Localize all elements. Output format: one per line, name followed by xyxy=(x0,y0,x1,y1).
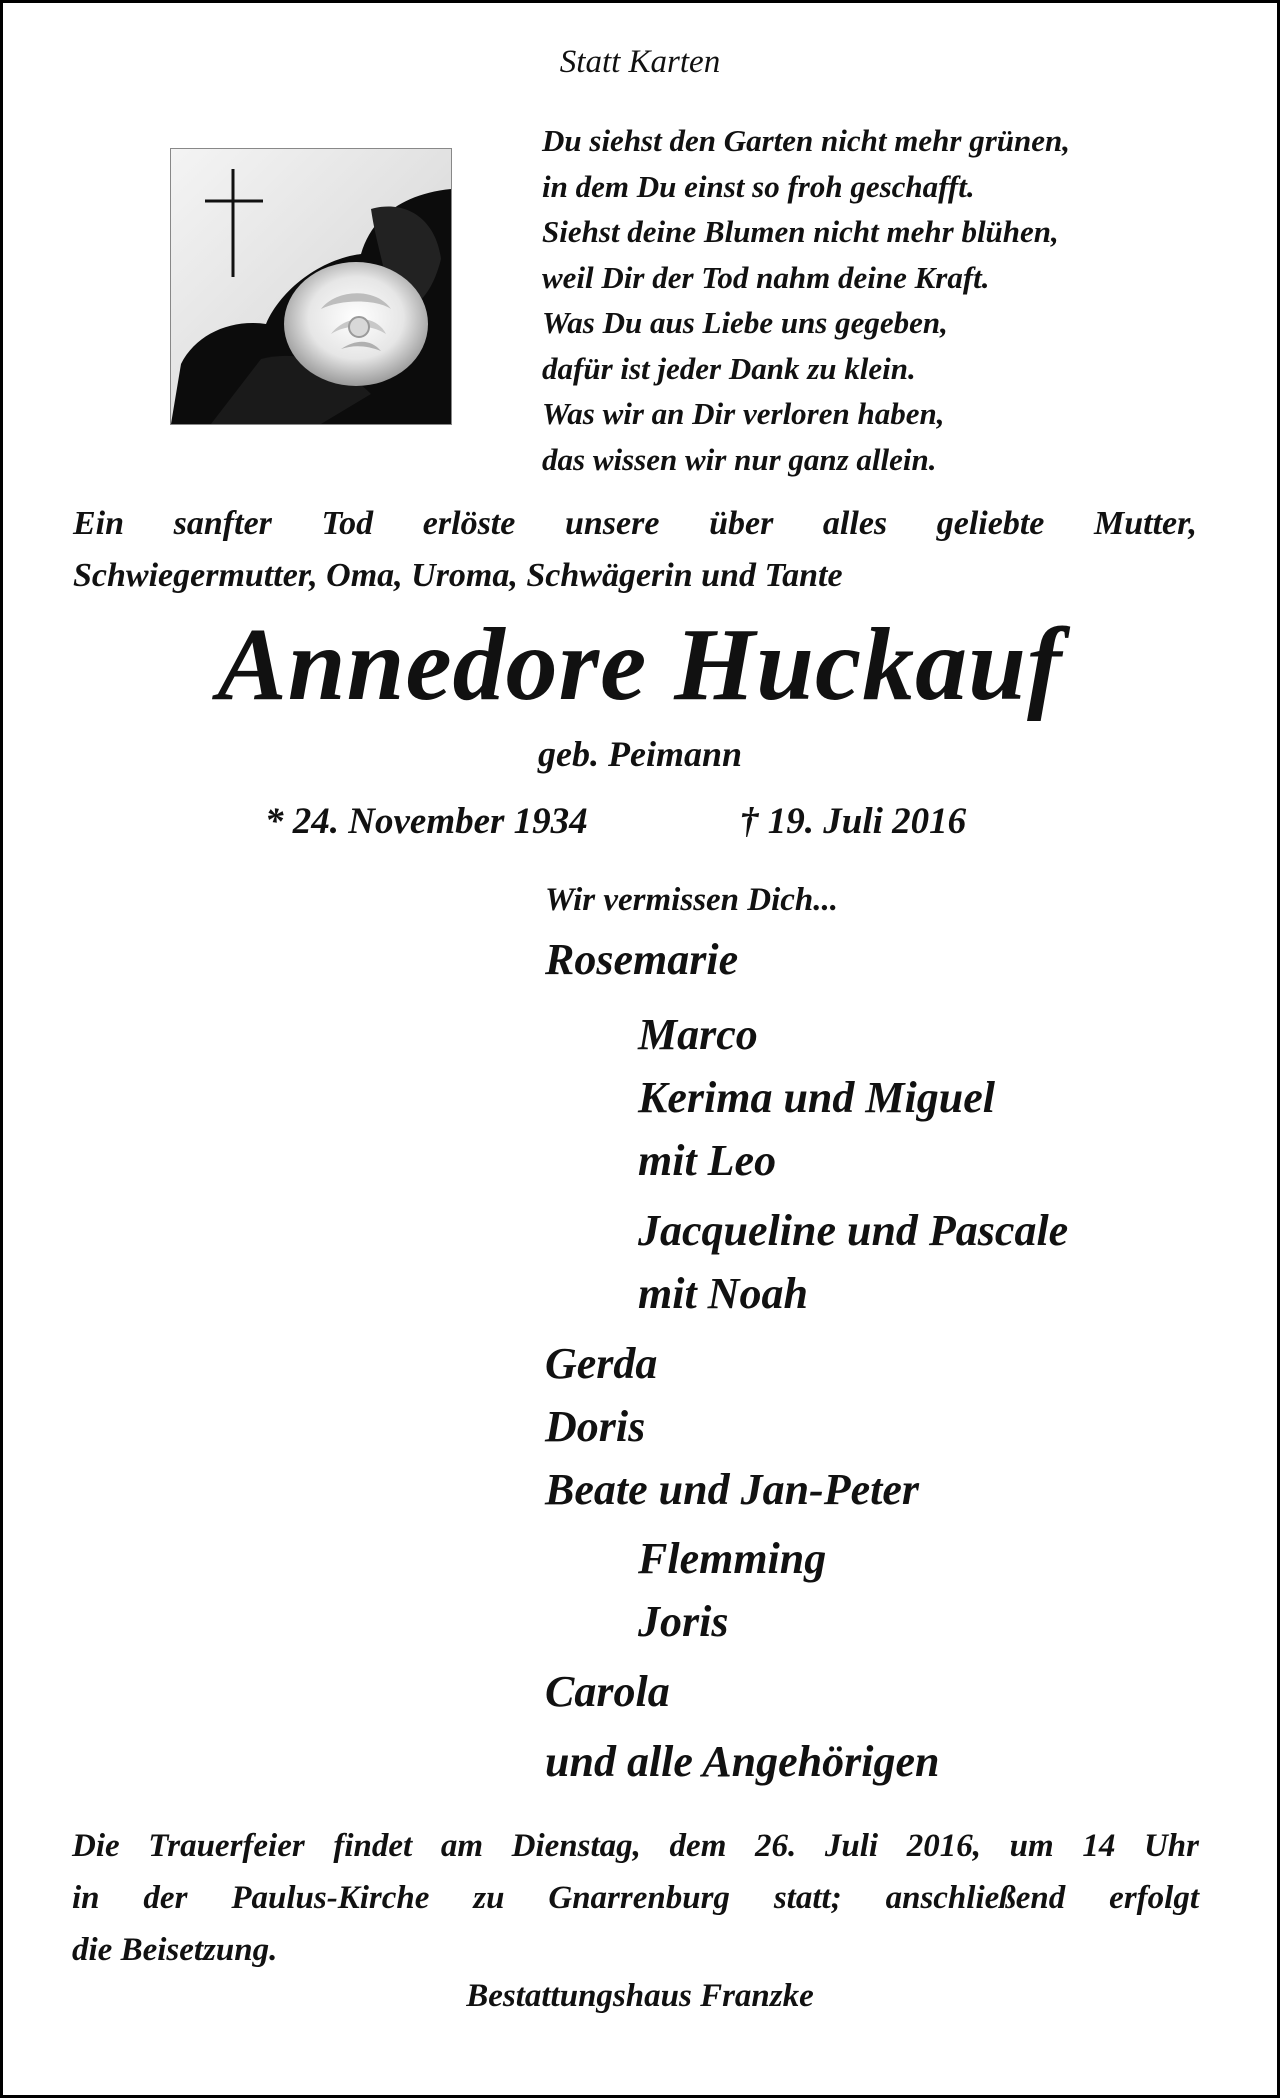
mourners-intro: Wir vermissen Dich... xyxy=(545,882,839,918)
death-date: † 19. Juli 2016 xyxy=(740,801,967,842)
maiden-name: geb. Peimann xyxy=(538,734,742,774)
poem-line: Du siehst den Garten nicht mehr grünen, xyxy=(542,123,1070,158)
mourner-name: Jacqueline und Pascale xyxy=(638,1206,1069,1255)
ceremony-text xyxy=(72,1820,1199,1976)
deceased-name: Annedore Huckauf xyxy=(217,607,1063,722)
mourner-name: Gerda xyxy=(545,1339,658,1388)
poem-line: in dem Du einst so froh geschafft. xyxy=(542,168,975,204)
poem-line: Siehst deine Blumen nicht mehr blühen, xyxy=(542,214,1059,249)
cross-and-rose-icon xyxy=(171,149,451,424)
mourner-name: Doris xyxy=(545,1402,646,1451)
mourner-name: Flemming xyxy=(638,1534,827,1583)
intro-line-2: Schwiegermutter, Oma, Uroma, Schwägerin und Tante xyxy=(73,557,843,594)
mourner-name: Rosemarie xyxy=(545,935,739,984)
poem xyxy=(542,118,1070,482)
header-note: Statt Karten xyxy=(559,44,721,80)
poem-line: Was Du aus Liebe uns gegeben, xyxy=(542,305,948,340)
intro-text xyxy=(73,498,1197,602)
mourner-name: mit Leo xyxy=(638,1136,777,1185)
cross-and-rose-image xyxy=(170,148,452,425)
funeral-home: Bestattungshaus Franzke xyxy=(466,1978,814,2014)
poem-line: das wissen wir nur ganz allein. xyxy=(542,441,937,477)
mourner-name: und alle Angehörigen xyxy=(545,1737,940,1786)
mourner-name: Carola xyxy=(545,1667,670,1716)
mourner-name: Kerima und Miguel xyxy=(638,1073,995,1122)
poem-line: dafür ist jeder Dank zu klein. xyxy=(542,350,916,386)
mourner-name: Marco xyxy=(638,1010,758,1059)
intro-line-1: Ein sanfter Tod erlöste unsere über alles geliebte Mutter, xyxy=(73,505,1197,542)
mourner-name: Beate und Jan-Peter xyxy=(545,1465,919,1514)
ceremony-line-3: die Beisetzung. xyxy=(72,1932,278,1968)
mourner-name: mit Noah xyxy=(638,1269,808,1318)
mourner-name: Joris xyxy=(638,1597,729,1646)
poem-line: Was wir an Dir verloren haben, xyxy=(542,396,945,431)
ceremony-line-1: Die Trauerfeier findet am Dienstag, dem 26. Juli 2016, um 14 Uhr xyxy=(72,1828,1199,1864)
birth-date: * 24. November 1934 xyxy=(265,801,588,842)
ceremony-line-2: in der Paulus-Kirche zu Gnarrenburg statt; anschließend erfolgt xyxy=(72,1880,1199,1916)
poem-line: weil Dir der Tod nahm deine Kraft. xyxy=(542,259,990,295)
